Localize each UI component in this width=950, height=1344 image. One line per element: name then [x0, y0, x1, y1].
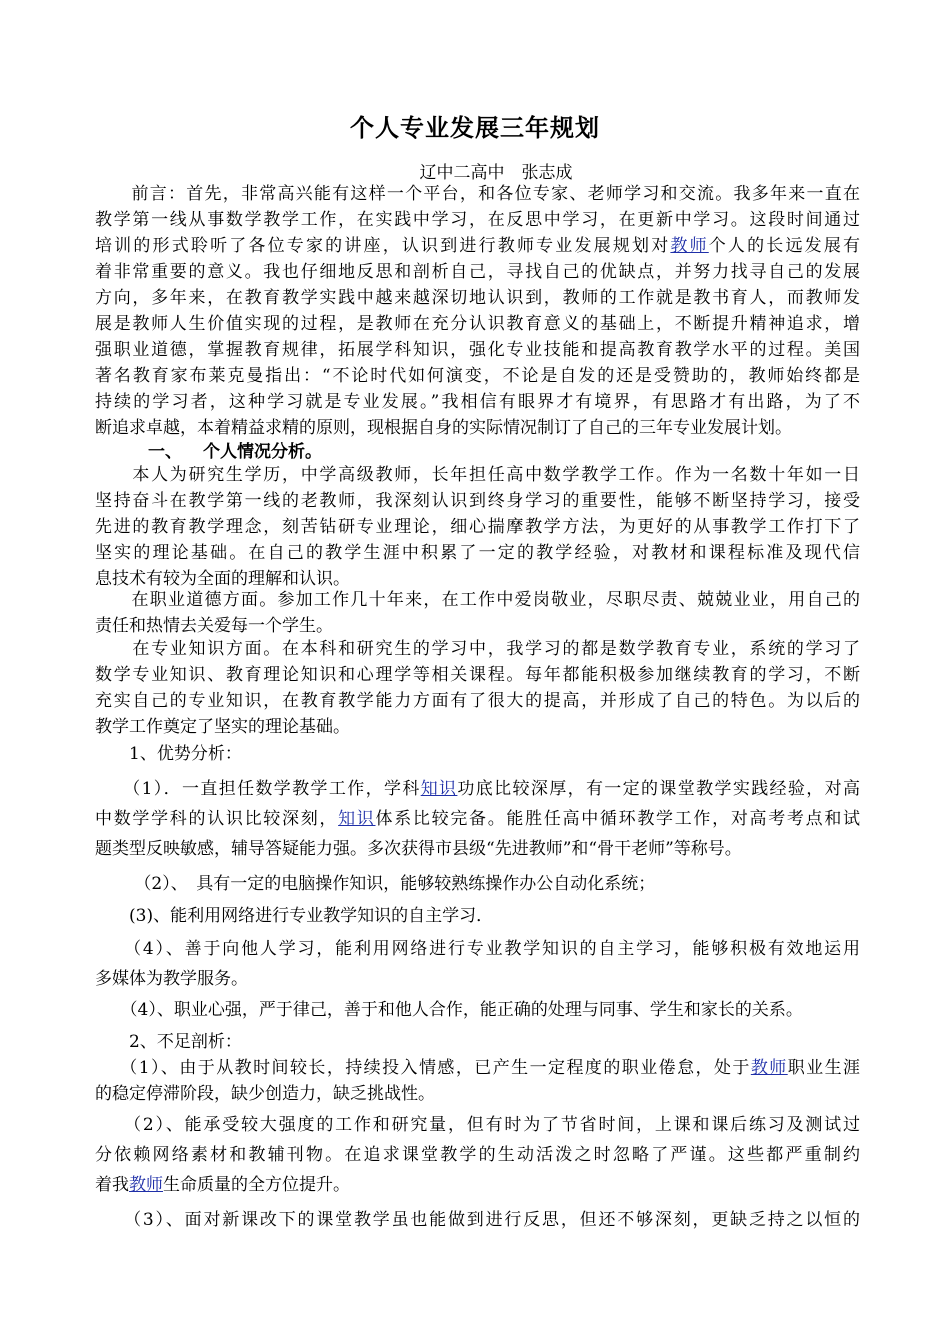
text-line: 先进的教育教学理念，刻苦钻研专业理论，细心揣摩教学方法，为更好的从事教学工作打下了: [95, 517, 860, 537]
text-line: 着非常重要的意义。我也仔细地反思和剖析自己，寻找自己的优缺点，并努力找寻自己的发展: [95, 262, 860, 282]
preface-paragraph: [95, 181, 860, 441]
text-line: 题类型反映敏感，辅导答疑能力强。多次获得市县级“先进教师”和“骨干老师”等称号。: [95, 839, 742, 859]
text-line: 强职业道德，掌握教育规律，拓展学科知识，强化专业技能和提高教育教学水平的过程。美国: [95, 340, 860, 360]
knowledge-paragraph: [95, 636, 860, 740]
intro-paragraph: [95, 462, 860, 592]
weaknesses-heading: 2、不足剖析：: [95, 1032, 242, 1052]
text-segment: 体系比较完备。能胜任高中循环教学工作，对高考考点和试: [375, 809, 860, 829]
weakness-item-3: （3）、面对新课改下的课堂教学虽也能做到进行反思，但还不够深刻，更缺乏持之以恒的: [95, 1210, 860, 1230]
text-line: （4）、善于向他人学习，能利用网络进行专业教学知识的自主学习，能够积极有效地运用: [95, 939, 860, 959]
text-line: 的稳定停滞阶段，缺少创造力，缺乏挑战性。: [95, 1084, 435, 1104]
text-line: 教学第一线从事数学教学工作，在实践中学习，在反思中学习，在更新中学习。这段时间通过: [95, 210, 860, 230]
text-line: 在职业道德方面。参加工作几十年来，在工作中爱岗敬业，尽职尽责、兢兢业业，用自己的: [95, 590, 860, 610]
text-segment: 职业生涯: [787, 1058, 860, 1078]
text-line: 前言：首先，非常高兴能有这样一个平台，和各位专家、老师学习和交流。我多年来一直在: [95, 184, 860, 204]
text-line: 息技术有较为全面的理解和认识。: [95, 569, 350, 589]
text-segment: 生命质量的全方位提升。: [163, 1175, 350, 1195]
text-line: 责任和热情去关爱每一个学生。: [95, 616, 333, 636]
teacher-link[interactable]: 知识: [420, 779, 458, 799]
document-title: 个人专业发展三年规划: [350, 114, 600, 142]
teacher-link[interactable]: 知识: [338, 809, 376, 829]
text-line: 著名教育家布莱克曼指出：“不论时代如何演变，不论是自发的还是受赞助的，教师始终都是: [95, 366, 860, 386]
text-line: 在专业知识方面。在本科和研究生的学习中，我学习的都是数学教育专业，系统的学习了: [95, 639, 860, 659]
text-line: 分依赖网络素材和教辅刊物。在追求课堂教学的生动活泼之时忽略了严谨。这些都严重制约: [95, 1145, 860, 1165]
text-line: 方向，多年来，在教育教学实践中越来越深切地认识到，教师的工作就是教书育人，而教师发: [95, 288, 860, 308]
section-heading-1: [148, 437, 322, 462]
section-label: 个人情况分析。: [203, 442, 322, 462]
weakness-item-1: [95, 1055, 860, 1107]
text-line: [95, 774, 860, 804]
text-line: 坚持奋斗在教学第一线的老教师，我深刻认识到终身学习的重要性，能够不断坚持学习，接受: [95, 491, 860, 511]
section-number: 一、: [148, 442, 182, 462]
advantage-item-5: （4）、职业心强，严于律己，善于和他人合作，能正确的处理与同事、学生和家长的关系。: [95, 1000, 803, 1020]
weakness-item-2: [95, 1110, 860, 1200]
text-segment: 着我: [95, 1175, 129, 1195]
text-line: 充实自己的专业知识，在教育教学能力方面有了很大的提高，并形成了自己的特色。为以后的: [95, 691, 860, 711]
text-line: 数学专业知识、教育理论知识和心理学等相关课程。每年都能积极参加继续教育的学习，不断: [95, 665, 860, 685]
ethics-paragraph: [95, 587, 860, 639]
text-line: [95, 1170, 860, 1200]
text-segment: 功底比较深厚，有一定的课堂教学实践经验，对高: [457, 779, 860, 799]
text-segment: （1）、由于从教时间较长，持续投入情感，已产生一定程度的职业倦怠，处于: [95, 1058, 751, 1078]
text-line: 断追求卓越，本着精益求精的原则，现根据自身的实际情况制订了自己的三年专业发展计划。: [95, 418, 792, 438]
advantage-item-1: [95, 774, 860, 864]
advantages-heading: 1、优势分析：: [95, 744, 242, 764]
advantage-item-3: (3)、能利用网络进行专业教学知识的自主学习．: [95, 906, 494, 926]
text-line: 持续的学习者，这种学习就是专业发展。”我相信有眼界才有境界，有思路才有出路，为了不: [95, 392, 860, 412]
advantage-item-4: [95, 934, 860, 994]
text-line: 展是教师人生价值实现的过程，是教师在充分认识教育意义的基础上，不断提升精神追求，增: [95, 314, 860, 334]
text-line: [95, 233, 860, 259]
text-line: [95, 1055, 860, 1081]
advantage-item-2: （2）、 具有一定的电脑操作知识，能够较熟练操作办公自动化系统；: [95, 874, 656, 894]
teacher-link[interactable]: 教师: [129, 1175, 163, 1195]
text-line: 本人为研究生学历，中学高级教师，长年担任高中数学教学工作。作为一名数十年如一日: [95, 465, 860, 485]
text-line: 坚实的理论基础。在自己的教学生涯中积累了一定的教学经验，对教材和课程标准及现代信: [95, 543, 860, 563]
text-line: （2）、能承受较大强度的工作和研究量，但有时为了节省时间，上课和课后练习及测试过: [95, 1115, 860, 1135]
text-segment: 培训的形式聆听了各位专家的讲座，认识到进行教师专业发展规划对: [95, 236, 671, 256]
text-line: [95, 804, 860, 834]
teacher-link[interactable]: 教师: [750, 1058, 788, 1078]
text-line: 教学工作奠定了坚实的理论基础。: [95, 717, 350, 737]
teacher-link[interactable]: 教师: [670, 236, 709, 256]
text-segment: （1）．一直担任数学教学工作，学科: [95, 779, 421, 799]
text-segment: 中数学学科的认识比较深刻，: [95, 809, 339, 829]
text-segment: 个人的长远发展有: [708, 236, 860, 256]
author-line: 辽中二高中 张志成: [419, 163, 573, 183]
text-line: 多媒体为教学服务。: [95, 969, 248, 989]
